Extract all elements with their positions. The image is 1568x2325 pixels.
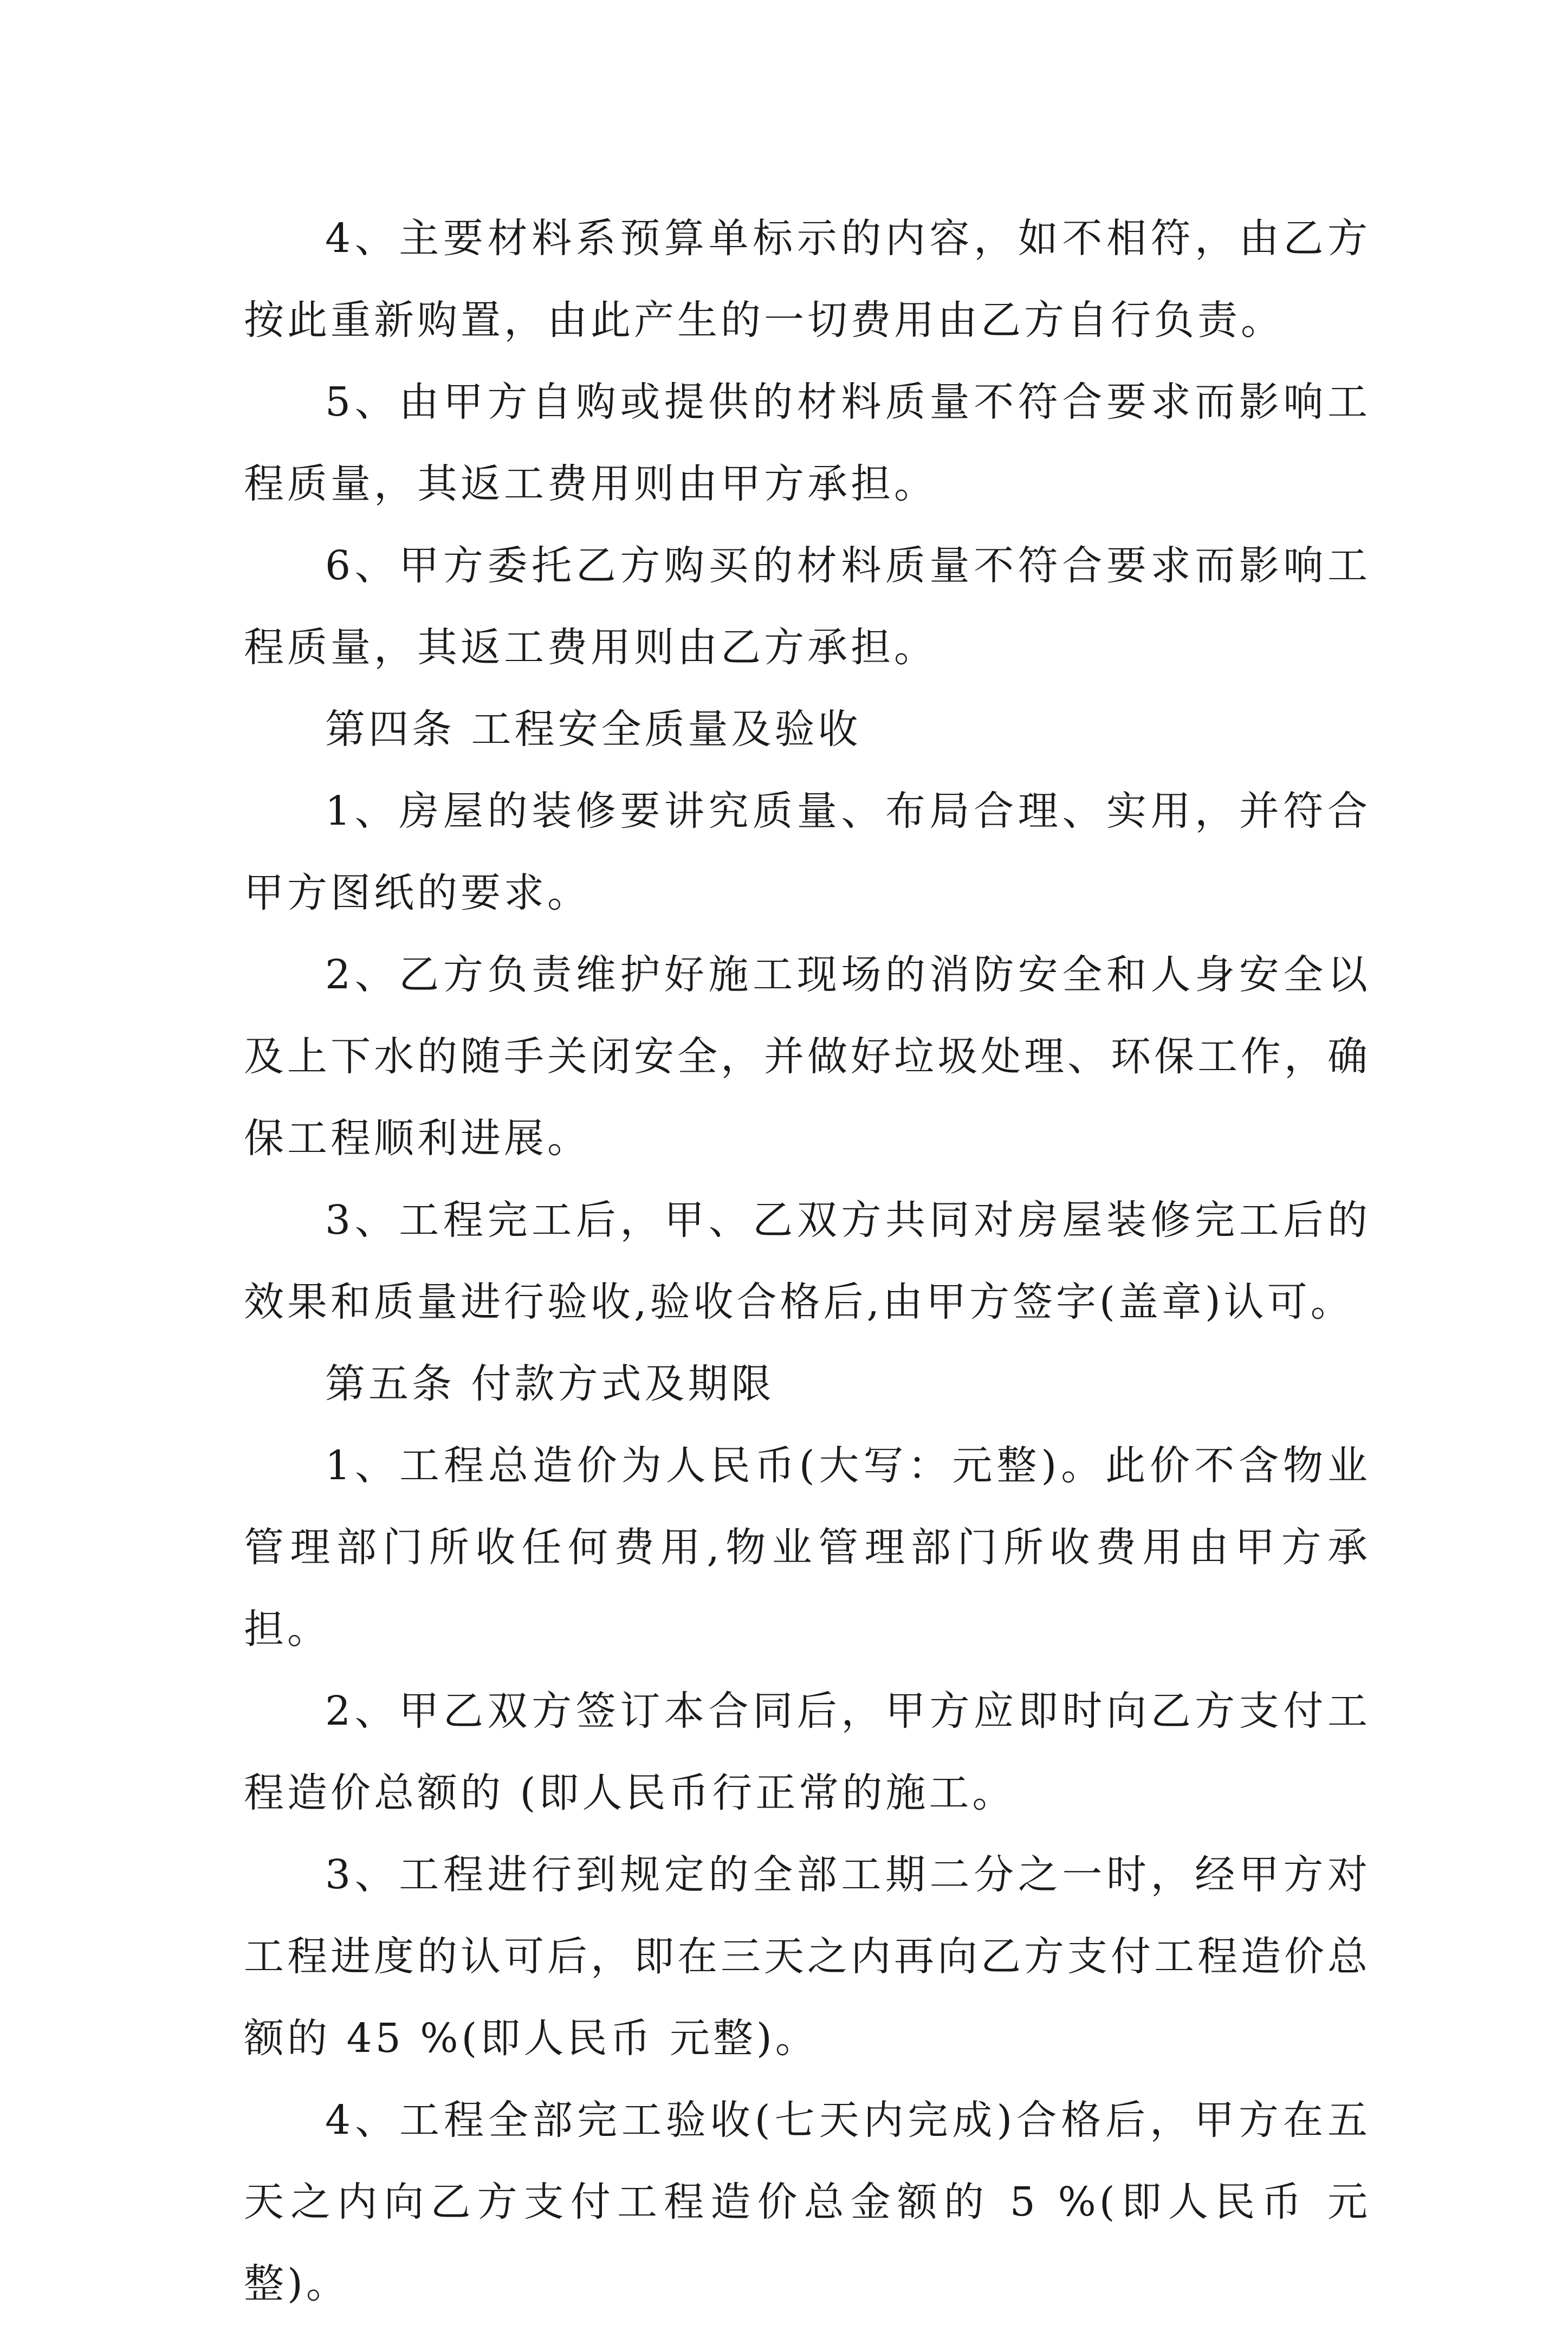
clause-5-item-2: 2、甲乙双方签订本合同后，甲方应即时向乙方支付工程造价总额的 (即人民币行正常的施工。	[244, 1688, 1371, 1816]
document-body	[244, 198, 1371, 2325]
clause-5-item-4: 4、工程全部完工验收(七天内完成)合格后，甲方在五天之内向乙方支付工程造价总金额的 5 %(即人民币 元整)。	[244, 2097, 1371, 2307]
clause-4-item-2: 2、乙方负责维护好施工现场的消防安全和人身安全以及上下水的随手关闭安全，并做好垃圾处理、环保工作，确保工程顺利进展。	[244, 951, 1371, 1162]
clause-5-item-1: 1、工程总造价为人民币(大写：元整)。此价不含物业管理部门所收任何费用,物业管理部门所收费用由甲方承担。	[244, 1442, 1371, 1653]
clause-4-heading: 第四条 工程安全质量及验收	[325, 706, 861, 753]
clause-3-item-6: 6、甲方委托乙方购买的材料质量不符合要求而影响工程质量，其返工费用则由乙方承担。	[244, 542, 1371, 671]
clause-3-item-4: 4、主要材料系预算单标示的内容，如不相符，由乙方按此重新购置，由此产生的一切费用由乙方自行负责。	[244, 215, 1371, 344]
clause-4-item-3: 3、工程完工后，甲、乙双方共同对房屋装修完工后的效果和质量进行验收,验收合格后,由甲方签字(盖章)认可。	[244, 1197, 1371, 1325]
clause-5-item-3: 3、工程进行到规定的全部工期二分之一时，经甲方对工程进度的认可后，即在三天之内再向乙方支付工程造价总额的 45 %(即人民币 元整)。	[244, 1851, 1371, 2062]
clause-4-item-1: 1、房屋的装修要讲究质量、布局合理、实用，并符合甲方图纸的要求。	[244, 788, 1371, 916]
clause-3-item-5: 5、由甲方自购或提供的材料质量不符合要求而影响工程质量，其返工费用则由甲方承担。	[244, 379, 1371, 507]
clause-5-heading: 第五条 付款方式及期限	[325, 1361, 775, 1407]
